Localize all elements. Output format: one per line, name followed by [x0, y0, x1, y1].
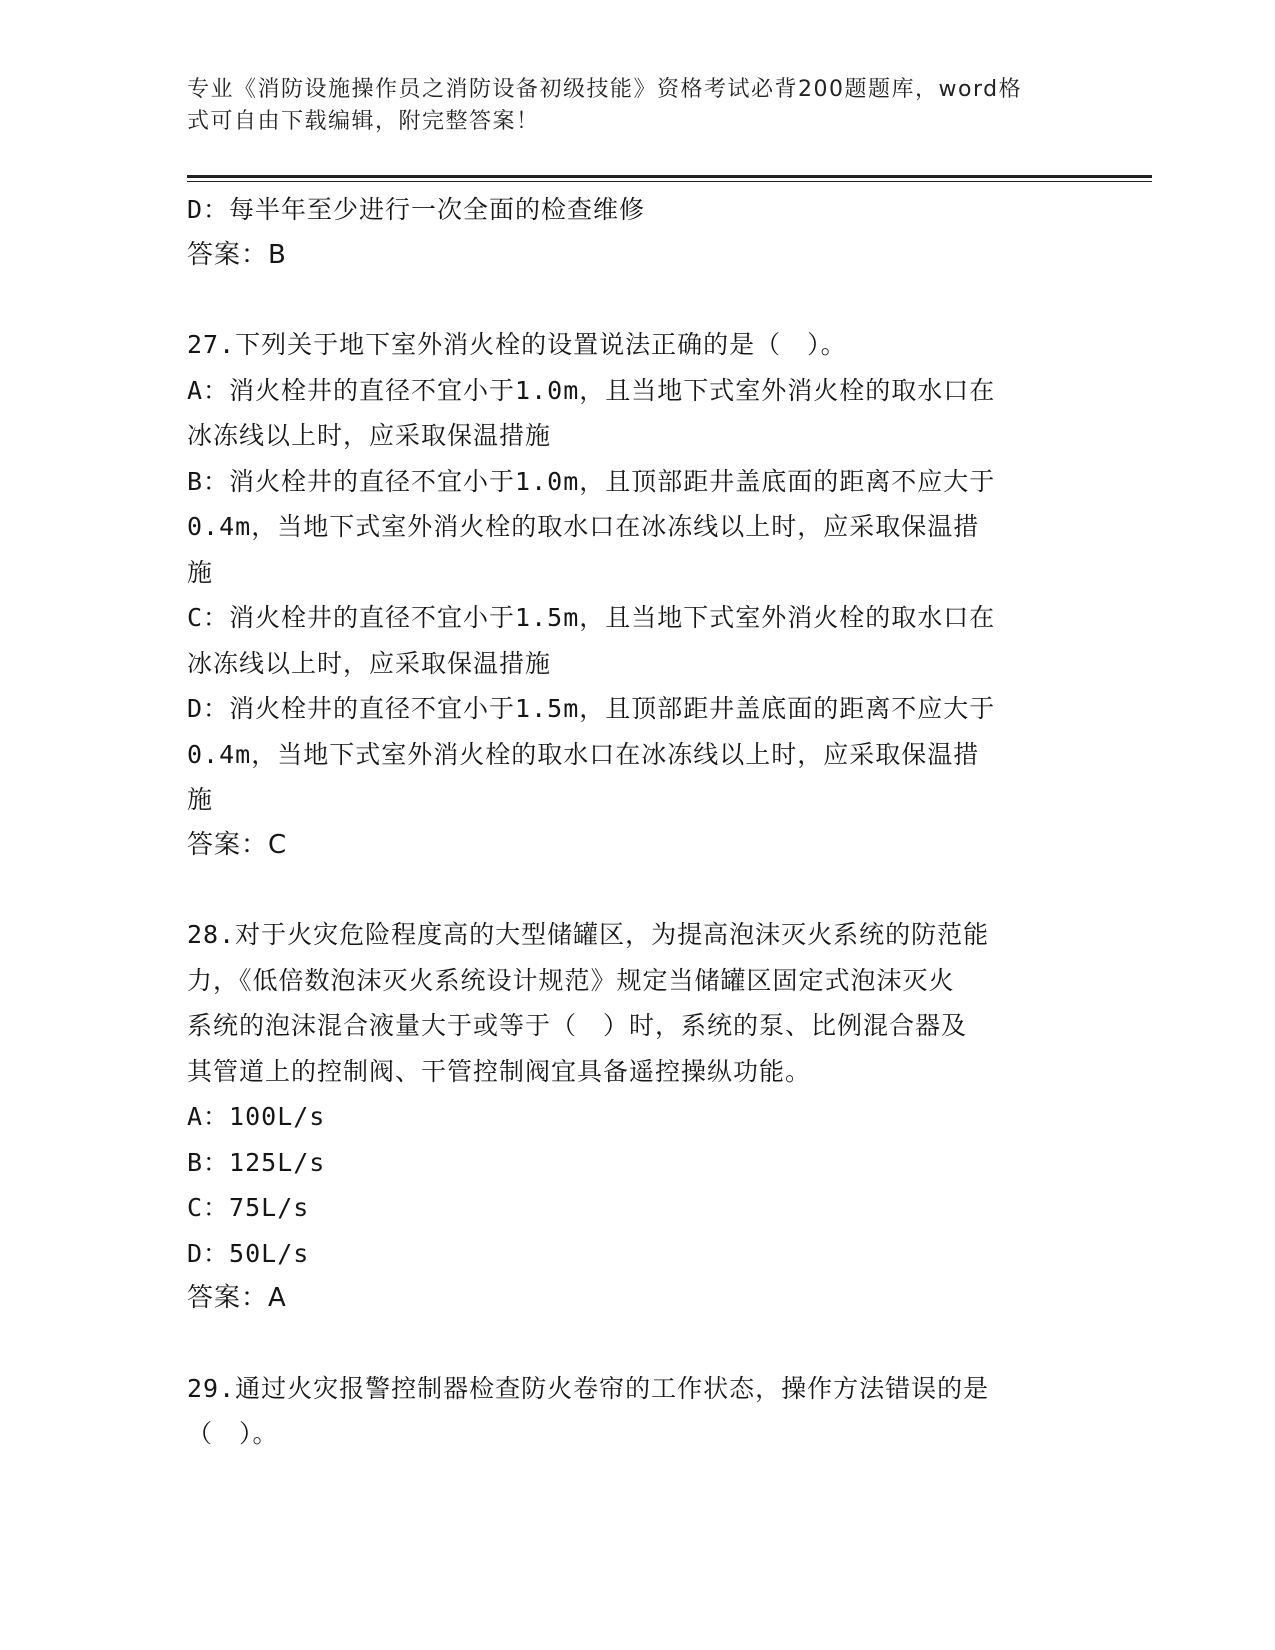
option-c: C：75L/s	[187, 1193, 310, 1222]
option-a: A：100L/s	[187, 1102, 326, 1131]
question-text-cont: （ ）。	[187, 1419, 279, 1448]
answer: 答案：A	[187, 1283, 287, 1313]
answer: 答案：B	[187, 239, 287, 270]
option-d: D：消火栓井的直径不宜小于1.5m，且顶部距井盖底面的距离不应大于	[187, 694, 996, 723]
question-text: 29.通过火灾报警控制器检查防火卷帘的工作状态，操作方法错误的是	[187, 1373, 990, 1403]
previous-question-tail	[187, 187, 1107, 278]
header-rule-thick	[187, 175, 1152, 178]
question-27	[187, 322, 1107, 868]
option-c: C：消火栓井的直径不宜小于1.5m，且当地下式室外消火栓的取水口在	[187, 603, 996, 632]
document-header	[187, 74, 1067, 138]
question-text: 28.对于火灾危险程度高的大型储罐区，为提高泡沫灭火系统的防范能	[187, 920, 990, 949]
option-b-cont: 0.4m，当地下式室外消火栓的取水口在冰冻线以上时，应采取保温措	[187, 512, 980, 541]
option-a-cont: 冰冻线以上时，应采取保温措施	[187, 421, 552, 450]
question-29	[187, 1366, 1107, 1457]
option-b-cont-2: 施	[187, 557, 214, 587]
document-body	[187, 187, 1107, 1457]
option-a: A：消火栓井的直径不宜小于1.0m，且当地下式室外消火栓的取水口在	[187, 375, 996, 405]
header-line-2: 式可自由下载编辑，附完整答案！	[187, 109, 540, 134]
option-b: B：125L/s	[187, 1147, 326, 1177]
option-d: D：每半年至少进行一次全面的检查维修	[187, 195, 646, 224]
question-text-cont-2: 系统的泡沫混合液量大于或等于（ ）时，系统的泵、比例混合器及	[187, 1011, 968, 1040]
option-d: D：50L/s	[187, 1238, 310, 1268]
option-b: B：消火栓井的直径不宜小于1.0m，且顶部距井盖底面的距离不应大于	[187, 466, 996, 496]
header-line-1: 专业《消防设施操作员之消防设备初级技能》资格考试必背200题题库，word格	[187, 77, 1023, 102]
option-c-cont: 冰冻线以上时，应采取保温措施	[187, 648, 552, 678]
question-28	[187, 912, 1107, 1322]
question-text-cont-3: 其管道上的控制阀、干管控制阀宜具备遥控操纵功能。	[187, 1056, 812, 1086]
question-text-cont: 力，《低倍数泡沫灭火系统设计规范》规定当储罐区固定式泡沫灭火	[187, 965, 955, 995]
answer: 答案：C	[187, 829, 288, 860]
option-d-cont-2: 施	[187, 785, 214, 814]
header-rule-thin	[187, 181, 1152, 182]
option-d-cont: 0.4m，当地下式室外消火栓的取水口在冰冻线以上时，应采取保温措	[187, 739, 980, 769]
question-text: 27.下列关于地下室外消火栓的设置说法正确的是（ ）。	[187, 330, 847, 359]
